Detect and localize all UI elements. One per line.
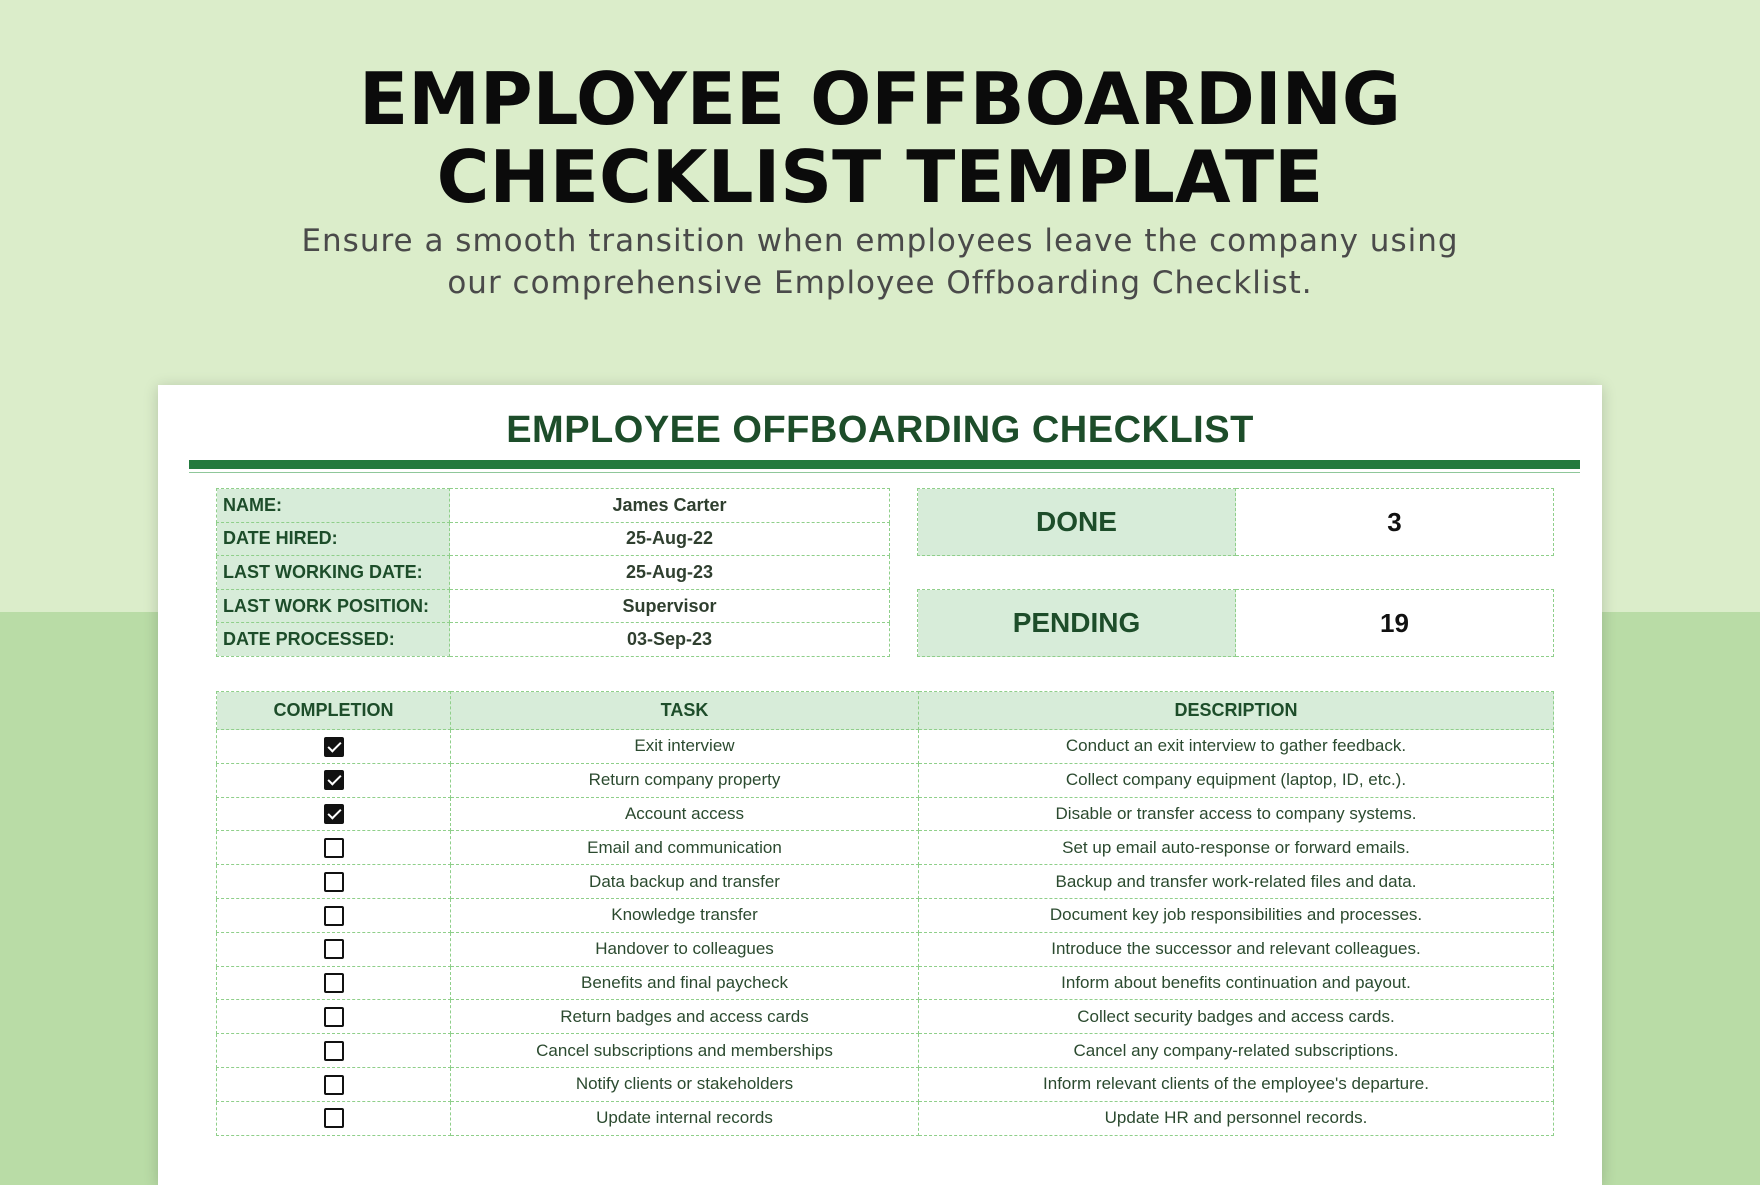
info-label: DATE HIRED: (217, 522, 450, 556)
task-table (216, 691, 1554, 1136)
task-table-body (217, 730, 1554, 1136)
unchecked-checkbox[interactable] (324, 973, 344, 993)
info-row-last-work-position (217, 589, 890, 623)
unchecked-checkbox[interactable] (324, 1007, 344, 1027)
task-cell[interactable]: Account access (451, 797, 919, 831)
info-row-last-working-date (217, 556, 890, 590)
task-cell[interactable]: Handover to colleagues (451, 932, 919, 966)
done-label: DONE (918, 489, 1236, 556)
table-row (217, 966, 1554, 1000)
completion-cell (217, 797, 451, 831)
description-cell[interactable]: Collect security badges and access cards. (919, 1000, 1554, 1034)
task-table-header (217, 692, 1554, 730)
column-header-task: TASK (451, 692, 919, 730)
description-cell[interactable]: Update HR and personnel records. (919, 1101, 1554, 1135)
unchecked-checkbox[interactable] (324, 1108, 344, 1128)
checklist-sheet (158, 385, 1602, 1185)
checked-checkbox[interactable] (324, 804, 344, 824)
pending-label: PENDING (918, 590, 1236, 657)
task-cell[interactable]: Return company property (451, 763, 919, 797)
hero-subtitle: Ensure a smooth transition when employees leave the company using our comprehensive Employee Offboarding Checklist. (301, 223, 1459, 301)
completion-cell (217, 763, 451, 797)
task-cell[interactable]: Email and communication (451, 831, 919, 865)
done-count: 3 (1236, 489, 1554, 556)
description-cell[interactable]: Document key job responsibilities and processes. (919, 898, 1554, 932)
table-row (217, 1067, 1554, 1101)
checked-checkbox[interactable] (324, 770, 344, 790)
hero-title-line1: EMPLOYEE OFFBOARDING (359, 57, 1401, 141)
description-cell[interactable]: Conduct an exit interview to gather feedback. (919, 730, 1554, 764)
task-cell[interactable]: Exit interview (451, 730, 919, 764)
checked-checkbox[interactable] (324, 737, 344, 757)
completion-cell (217, 865, 451, 899)
unchecked-checkbox[interactable] (324, 1075, 344, 1095)
completion-cell (217, 1067, 451, 1101)
task-cell[interactable]: Cancel subscriptions and memberships (451, 1034, 919, 1068)
completion-cell (217, 1034, 451, 1068)
info-label: LAST WORK POSITION: (217, 589, 450, 623)
unchecked-checkbox[interactable] (324, 1041, 344, 1061)
table-row (217, 865, 1554, 899)
info-row-date-hired (217, 522, 890, 556)
table-row (217, 1000, 1554, 1034)
info-label: LAST WORKING DATE: (217, 556, 450, 590)
title-underline (189, 460, 1580, 469)
table-row (217, 797, 1554, 831)
task-cell[interactable]: Update internal records (451, 1101, 919, 1135)
column-header-description: DESCRIPTION (919, 692, 1554, 730)
info-value-name[interactable]: James Carter (450, 489, 890, 523)
done-stat (917, 488, 1554, 556)
description-cell[interactable]: Introduce the successor and relevant colleagues. (919, 932, 1554, 966)
info-value-last-work-position[interactable]: Supervisor (450, 589, 890, 623)
table-row (217, 932, 1554, 966)
info-label: DATE PROCESSED: (217, 623, 450, 657)
title-underline-thin (189, 472, 1580, 473)
info-row-name (217, 489, 890, 523)
hero (0, 57, 1760, 304)
task-cell[interactable]: Notify clients or stakeholders (451, 1067, 919, 1101)
unchecked-checkbox[interactable] (324, 939, 344, 959)
task-cell[interactable]: Return badges and access cards (451, 1000, 919, 1034)
description-cell[interactable]: Inform about benefits continuation and payout. (919, 966, 1554, 1000)
pending-count: 19 (1236, 590, 1554, 657)
completion-cell (217, 730, 451, 764)
info-value-date-hired[interactable]: 25-Aug-22 (450, 522, 890, 556)
sheet-title: EMPLOYEE OFFBOARDING CHECKLIST (506, 409, 1254, 451)
description-cell[interactable]: Cancel any company-related subscriptions. (919, 1034, 1554, 1068)
description-cell[interactable]: Inform relevant clients of the employee's departure. (919, 1067, 1554, 1101)
info-value-date-processed[interactable]: 03-Sep-23 (450, 623, 890, 657)
table-row (217, 763, 1554, 797)
task-cell[interactable]: Benefits and final paycheck (451, 966, 919, 1000)
description-cell[interactable]: Set up email auto-response or forward emails. (919, 831, 1554, 865)
description-cell[interactable]: Collect company equipment (laptop, ID, etc.). (919, 763, 1554, 797)
info-row-date-processed (217, 623, 890, 657)
completion-cell (217, 966, 451, 1000)
unchecked-checkbox[interactable] (324, 872, 344, 892)
table-row (217, 1101, 1554, 1135)
task-cell[interactable]: Knowledge transfer (451, 898, 919, 932)
completion-cell (217, 831, 451, 865)
description-cell[interactable]: Disable or transfer access to company systems. (919, 797, 1554, 831)
unchecked-checkbox[interactable] (324, 838, 344, 858)
table-row (217, 898, 1554, 932)
completion-cell (217, 932, 451, 966)
column-header-completion: COMPLETION (217, 692, 451, 730)
unchecked-checkbox[interactable] (324, 906, 344, 926)
completion-cell (217, 898, 451, 932)
hero-title-line2: CHECKLIST TEMPLATE (436, 135, 1324, 219)
completion-cell (217, 1101, 451, 1135)
pending-stat (917, 589, 1554, 657)
employee-info-table (216, 488, 890, 657)
description-cell[interactable]: Backup and transfer work-related files and data. (919, 865, 1554, 899)
hero-title (0, 57, 1760, 219)
table-row (217, 1034, 1554, 1068)
task-cell[interactable]: Data backup and transfer (451, 865, 919, 899)
completion-cell (217, 1000, 451, 1034)
table-row (217, 831, 1554, 865)
info-label: NAME: (217, 489, 450, 523)
table-row (217, 730, 1554, 764)
info-value-last-working-date[interactable]: 25-Aug-23 (450, 556, 890, 590)
